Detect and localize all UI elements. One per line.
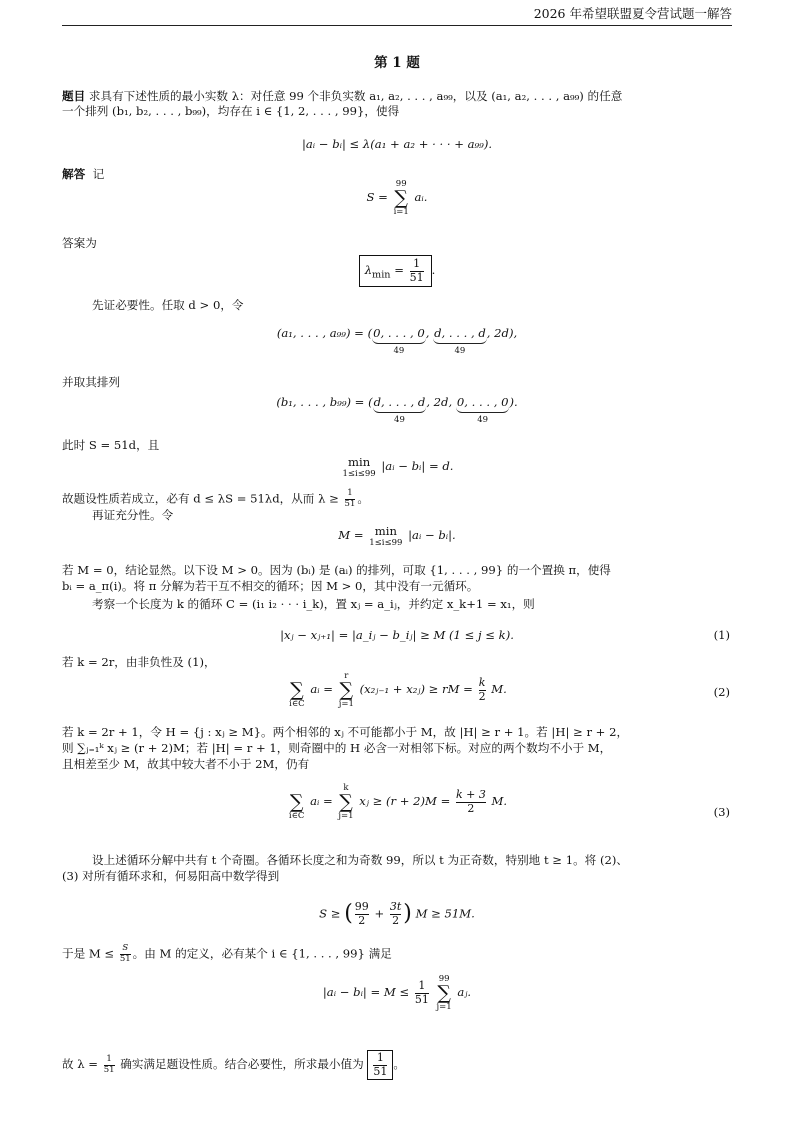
min-sub: 1≤i≤99 — [342, 469, 376, 480]
eq-4-right: M ≥ 51M. — [415, 906, 475, 921]
eq-s-left: S = — [366, 190, 388, 204]
answer-box-row — [0, 255, 794, 287]
problem-statement-line1 — [62, 89, 734, 104]
min-word-2: min — [374, 524, 397, 538]
odd-case-line1: 若 k = 2r + 1，令 H = {j : xⱼ ≥ M}。两个相邻的 xⱼ 不可能都小于 M，故 |H| ≥ r + 1。若 |H| ≥ r + 2， — [62, 725, 629, 739]
sum-c-2: ∑ i∈C — [289, 678, 305, 709]
count-49-b2: 49 — [477, 415, 489, 426]
eq-2-num: k — [478, 675, 486, 689]
sufficiency-line: 再证充分性。令 — [92, 508, 174, 522]
min-right: |aᵢ − bᵢ| = d. — [381, 458, 454, 473]
eq-4: S ≥ ( $\frac{99}{2}$ + $\frac{3t}{2}$ ) M ≥ 51M. — [319, 900, 475, 927]
sum-99-bottom: j=1 — [436, 1001, 452, 1012]
answer-num: 1 — [413, 257, 421, 270]
eq-5 — [0, 975, 794, 1011]
sum-c-sub-2: i∈C — [289, 698, 305, 709]
eq-2-number: (2) — [713, 685, 730, 699]
cycles-line2: (3) 对所有循环求和，何易阳高中数学得到 — [62, 869, 280, 883]
eq-4-f2-num: 3t — [389, 900, 402, 914]
sum-symbol: 99 ∑ i=1 — [393, 179, 409, 217]
even-case-line: 若 k = 2r，由非负性及 (1)， — [62, 655, 216, 669]
eq-2-right: M. — [491, 682, 507, 696]
final-den-small: 51 — [103, 1064, 115, 1075]
problem-text-1: 求具有下述性质的最小实数 λ：对任意 99 个非负实数 a₁, a₂, . . . , a₉₉，以及 (a₁, a₂, . . . , a₉₉) 的任意 — [88, 89, 623, 103]
eq-m-left: M = — [338, 527, 364, 542]
eq-min-d — [0, 455, 794, 479]
solution-intro-text: 记 — [92, 167, 105, 181]
eq-a-construction: (a₁, . . . , a₉₉) = (0, . . . , 0 49 , d, . . . , d 49 , 2d), — [276, 326, 518, 357]
para1-line2: bᵢ = a_π(i)。将 π 分解为若干互不相交的循环；因 M > 0，其中没有一元循环。 — [62, 579, 479, 593]
answer-eq: = — [390, 263, 404, 278]
answer-lambda: λ — [364, 263, 373, 278]
final-num-small: 1 — [106, 1053, 112, 1064]
eq-4-f1-num: 99 — [354, 900, 369, 914]
sum-c-sub-3: i∈C — [288, 810, 305, 821]
eq-3-den: 2 — [456, 802, 486, 816]
eq-3-mid: xⱼ ≥ (r + 2)M = — [359, 794, 451, 808]
eq-4-frac2 — [390, 901, 401, 927]
then-num: S — [122, 943, 129, 953]
answer-box — [359, 255, 432, 287]
eq-5-right: aⱼ. — [457, 985, 472, 999]
eq-3-right: M. — [491, 794, 508, 808]
necessity-conclusion: 故题设性质若成立，必有 d ≤ λS = 51λd，从而 λ ≥ $\frac{1}{51}$ 。 — [62, 488, 369, 509]
count-49-a2: 49 — [454, 346, 466, 357]
sum-99-top: 99 — [438, 974, 450, 984]
sum-r: r ∑ j=1 — [338, 671, 354, 709]
eq-a-ds: d, . . . , d — [433, 326, 487, 344]
eq-s-right: aᵢ. — [414, 190, 428, 204]
nec-den: 51 — [344, 498, 356, 509]
eq-5-left: |aᵢ − bᵢ| = M ≤ — [322, 985, 410, 999]
sum-k: k ∑ j=1 — [338, 783, 354, 821]
min-sub-2: 1≤i≤99 — [369, 538, 403, 549]
answer-den: 51 — [409, 270, 424, 284]
final-lambda-fraction — [104, 1055, 115, 1076]
sum-r-bottom: j=1 — [338, 698, 354, 709]
cycles-line1: 设上述循环分解中共有 t 个奇圈。各循环长度之和为奇数 99，所以 t 为正奇数，特别地 t ≥ 1。将 (2)、 — [92, 853, 628, 867]
eq-5-fraction — [415, 980, 429, 1006]
final-mid: 确实满足题设性质。结合必要性，所求最小值为 — [120, 1057, 364, 1072]
eq-m-right: |aᵢ − bᵢ|. — [408, 527, 456, 542]
eq-2-den: 2 — [478, 689, 486, 703]
s-line: 此时 S = 51d，且 — [62, 438, 160, 452]
necessity-line: 先证必要性。任取 d > 0，令 — [92, 298, 244, 312]
odd-case-line2: 则 ∑ⱼ₌₁ᵏ xⱼ ≥ (r + 2)M；若 |H| = r + 1，则奇圈中的 H 必含一对相邻下标。对应的两个数均不小于 M， — [62, 741, 612, 755]
min-word: min — [348, 455, 371, 469]
eq-2-fraction — [479, 677, 486, 703]
final-end: 。 — [393, 1057, 406, 1072]
nec-conclusion-text: 故题设性质若成立，必有 d ≤ λS = 51λd，从而 λ ≥ — [62, 491, 339, 506]
eq-s-definition — [0, 180, 794, 216]
then-text-2: 。由 M 的定义，必有某个 i ∈ {1, . . . , 99} 满足 — [132, 946, 392, 961]
header-title: 2026 年希望联盟夏令营试题一解答 — [533, 6, 732, 21]
eq-b-left: (b₁, . . . , b₉₉) = ( — [276, 395, 373, 409]
eq-M-definition — [0, 524, 794, 548]
eq-4-f1-den: 2 — [355, 914, 369, 928]
odd-case-line3: 且相差至少 M，故其中较大者不小于 2M，仍有 — [62, 757, 310, 771]
eq-a-zeros: 0, . . . , 0 — [372, 326, 426, 344]
para1-line1: 若 M = 0，结论显然。以下设 M > 0。因为 (bᵢ) 是 (aᵢ) 的排列，可取 {1, . . . , 99} 的一个置换 π，使得 — [62, 563, 611, 577]
sum-bottom: i=1 — [393, 206, 409, 217]
final-num: 1 — [376, 1051, 384, 1064]
count-49-b1: 49 — [394, 415, 405, 426]
then-line — [62, 944, 734, 965]
sum-top: 99 — [395, 179, 407, 189]
answer-label: 答案为 — [62, 236, 97, 250]
answer-fraction — [410, 258, 424, 284]
problem-label: 题目 — [62, 89, 86, 103]
eq-3-left: aᵢ = — [310, 794, 333, 808]
sum-99: 99 ∑ j=1 — [436, 974, 452, 1012]
problem-heading: 第 1 题 — [374, 55, 420, 71]
problem-statement-line2: 一个排列 (b₁, b₂, . . . , b₉₉)，均存在 i ∈ {1, 2, . . . , 99}，使得 — [62, 104, 400, 118]
eq-4-f2-den: 2 — [390, 914, 401, 928]
eq-4-frac1 — [355, 901, 369, 927]
eq-b-right: ). — [509, 395, 518, 409]
answer-sub: min — [372, 269, 391, 281]
eq-a-right: , 2d), — [486, 326, 518, 340]
eq-3-num: k + 3 — [455, 787, 486, 801]
nec-num: 1 — [347, 488, 353, 498]
eq-1-number: (1) — [713, 628, 730, 642]
eq-a-left: (a₁, . . . , a₉₉) = ( — [276, 326, 373, 340]
answer-end: . — [431, 263, 436, 278]
eq-2 — [0, 672, 794, 708]
solution-label: 解答 — [62, 167, 86, 181]
count-49-a1: 49 — [393, 346, 405, 357]
page-header — [62, 6, 732, 26]
eq-b-zeros: 0, . . . , 0 — [456, 395, 510, 413]
eq-4-left: S ≥ — [319, 906, 341, 921]
final-left: 故 λ = — [62, 1057, 99, 1072]
then-fraction — [120, 944, 131, 965]
eq-b-mid: , 2d, — [426, 395, 456, 409]
sum-k-bottom: j=1 — [338, 810, 354, 821]
eq-3-fraction — [456, 789, 486, 815]
final-fraction — [373, 1052, 387, 1078]
final-line — [62, 1050, 734, 1080]
final-den: 51 — [373, 1064, 388, 1078]
min-operator-2 — [369, 524, 402, 548]
eq-2-left: aᵢ = — [310, 682, 334, 696]
final-answer-box — [367, 1050, 393, 1080]
then-text: 于是 M ≤ — [62, 946, 115, 961]
nec-fraction — [345, 489, 356, 510]
sum-k-top: k — [343, 783, 349, 793]
eq-5-den: 51 — [414, 992, 429, 1006]
eq-3 — [0, 784, 794, 820]
eq-b-construction — [0, 395, 794, 426]
sum-r-top: r — [344, 671, 349, 681]
eq-b-ds: d, . . . , d — [373, 395, 427, 413]
para2-line: 考察一个长度为 k 的循环 C = (i₁ i₂ · · · i_k)，置 xⱼ = a_iⱼ，并约定 x_k+1 = x₁，则 — [92, 597, 535, 611]
problem-inequality: |aᵢ − bᵢ| ≤ λ(a₁ + a₂ + · · · + a₉₉). — [301, 137, 493, 151]
eq-3-number: (3) — [713, 805, 730, 819]
min-operator — [343, 455, 376, 479]
eq-5-num: 1 — [418, 978, 426, 992]
eq-2-mid: (x₂ⱼ₋₁ + x₂ⱼ) ≥ rM = — [359, 682, 473, 696]
eq-1: |xⱼ − xⱼ₊₁| = |a_iⱼ − b_iⱼ| ≥ M (1 ≤ j ≤ k). — [280, 628, 514, 642]
sum-c-3: ∑ i∈C — [288, 790, 305, 821]
perm-label: 并取其排列 — [62, 375, 120, 389]
then-den: 51 — [119, 953, 131, 964]
